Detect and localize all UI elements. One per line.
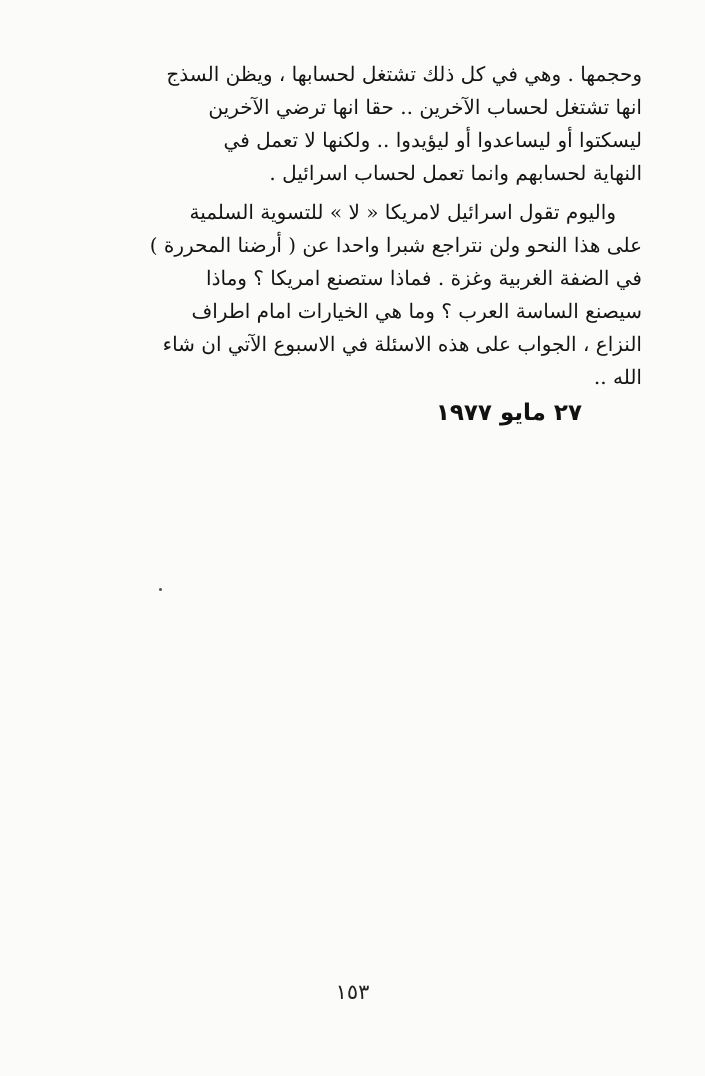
text-line: واليوم تقول اسرائيل لامريكا « لا » للتسوية السلمية — [189, 200, 616, 224]
text-line: انها تشتغل لحساب الآخرين .. حقا انها ترضي الآخرين — [208, 95, 642, 119]
text-line: الله .. — [593, 365, 642, 389]
article-date: ٢٧ مايو ١٩٧٧ — [435, 400, 582, 426]
paragraph-2 — [102, 196, 642, 394]
article-text — [102, 58, 642, 394]
text-line: النهاية لحسابهم وانما تعمل لحساب اسرائيل . — [269, 161, 642, 185]
text-line: ليسكتوا أو ليساعدوا أو ليؤيدوا .. ولكنها لا تعمل في — [223, 128, 642, 152]
text-line: سيصنع الساسة العرب ؟ وما هي الخيارات امام اطراف — [191, 299, 642, 323]
print-speck — [159, 588, 162, 591]
paragraph-1 — [102, 58, 642, 190]
page-number: ١٥٣ — [335, 980, 370, 1004]
text-line: على هذا النحو ولن نتراجع شبرا واحدا عن ( أرضنا المحررة ) — [149, 233, 642, 257]
text-line: في الضفة الغربية وغزة . فماذا ستصنع امريكا ؟ وماذا — [206, 266, 642, 290]
text-line: وحجمها . وهي في كل ذلك تشتغل لحسابها ، ويظن السذج — [166, 62, 642, 86]
text-line: النزاع ، الجواب على هذه الاسئلة في الاسبوع الآتي ان شاء — [162, 332, 642, 356]
